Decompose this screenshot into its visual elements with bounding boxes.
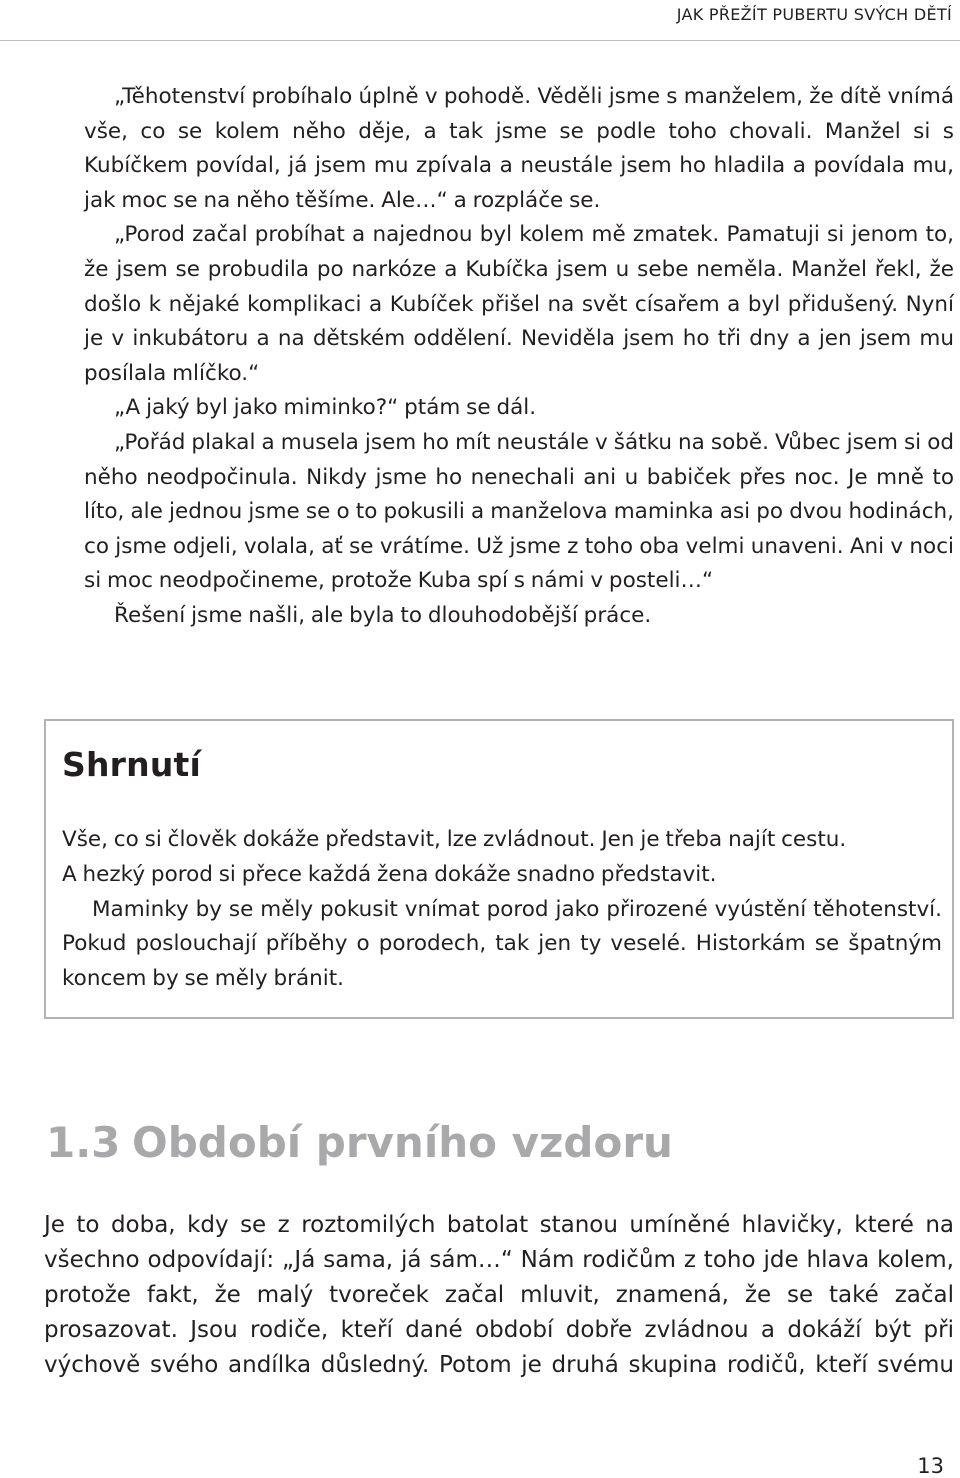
page-number: 13 [917,1454,944,1478]
summary-title: Shrnutí [62,745,202,784]
running-header [0,0,960,41]
summary-box [44,719,954,1019]
section-title: Období prvního vzdoru [132,1118,673,1167]
section-number: 1.3 [46,1118,121,1167]
interview-quote [84,80,954,634]
quote-paragraph: Řešení jsme našli, ale byla to dlouhodobější práce. [114,602,652,628]
running-header-title: JAK PŘEŽÍT PUBERTU SVÝCH DĚTÍ [676,5,952,24]
body-paragraph: Je to doba, kdy se z roztomilých batolat stanou umíněné hlavičky, které na všechno odpovídají: „Já sama, já sám…“ Nám rodičům z toho jde hlava kolem, protože fakt, že malý tvoreček začal mluvit, znamená, že se také začal prosazovat. Jsou rodiče, kteří dané období dobře zvládnou a dokáží být při výchově svého andílka důsledný. Potom je druhá skupina rodičů, kteří svému [44,1212,954,1378]
summary-body [62,823,942,997]
quote-paragraph: „Těhotenství probíhalo úplně v pohodě. Věděli jsme s manželem, že dítě vnímá vše, co se kolem něho děje, a tak jsme se podle toho chovali. Manžel si s Kubíčkem povídal, já jsem mu zpívala a neustále jsem ho hladila a povídala mu, jak moc se na něho těšíme. Ale…“ a rozpláče se. [84,84,954,213]
quote-paragraph: „A jaký byl jako miminko?“ ptám se dál. [114,395,537,421]
summary-paragraph: Maminky by se měly pokusit vnímat porod jako přirozené vyústění těhotenství. Pokud poslouchají příběhy o porodech, tak jen ty veselé. Historkám se špatným koncem by se měly bránit. [62,896,942,992]
summary-paragraph: A hezký porod si přece každá žena dokáže snadno představit. [62,861,717,887]
quote-paragraph: „Pořád plakal a musela jsem ho mít neustále v šátku na sobě. Vůbec jsem si od něho neodpočinula. Nikdy jsme ho nenechali ani u babiček přes noc. Je mně to líto, ale jednou jsme se o to pokusili a manželova maminka asi po dvou hodinách, co jsme odjeli, volala, ať se vrátíme. Už jsme z toho oba velmi unaveni. Ani v noci si moc neodpočineme, protože Kuba spí s námi v posteli…“ [84,429,954,594]
section-heading [46,1118,673,1167]
summary-paragraph: Vše, co si člověk dokáže představit, lze zvládnout. Jen je třeba najít cestu. [62,827,847,852]
quote-paragraph: „Porod začal probíhat a najednou byl kolem mě zmatek. Pamatuji si jenom to, že jsem se probudila po narkóze a Kubíčka jsem u sebe neměla. Manžel řekl, že došlo k nějaké komplikaci a Kubíček přišel na svět císařem a byl přidušený. Nyní je v inkubátoru a na dětském oddělení. Neviděla jsem ho tři dny a jen jsem mu posílala mlíčko.“ [84,222,954,386]
section-body [44,1208,954,1383]
